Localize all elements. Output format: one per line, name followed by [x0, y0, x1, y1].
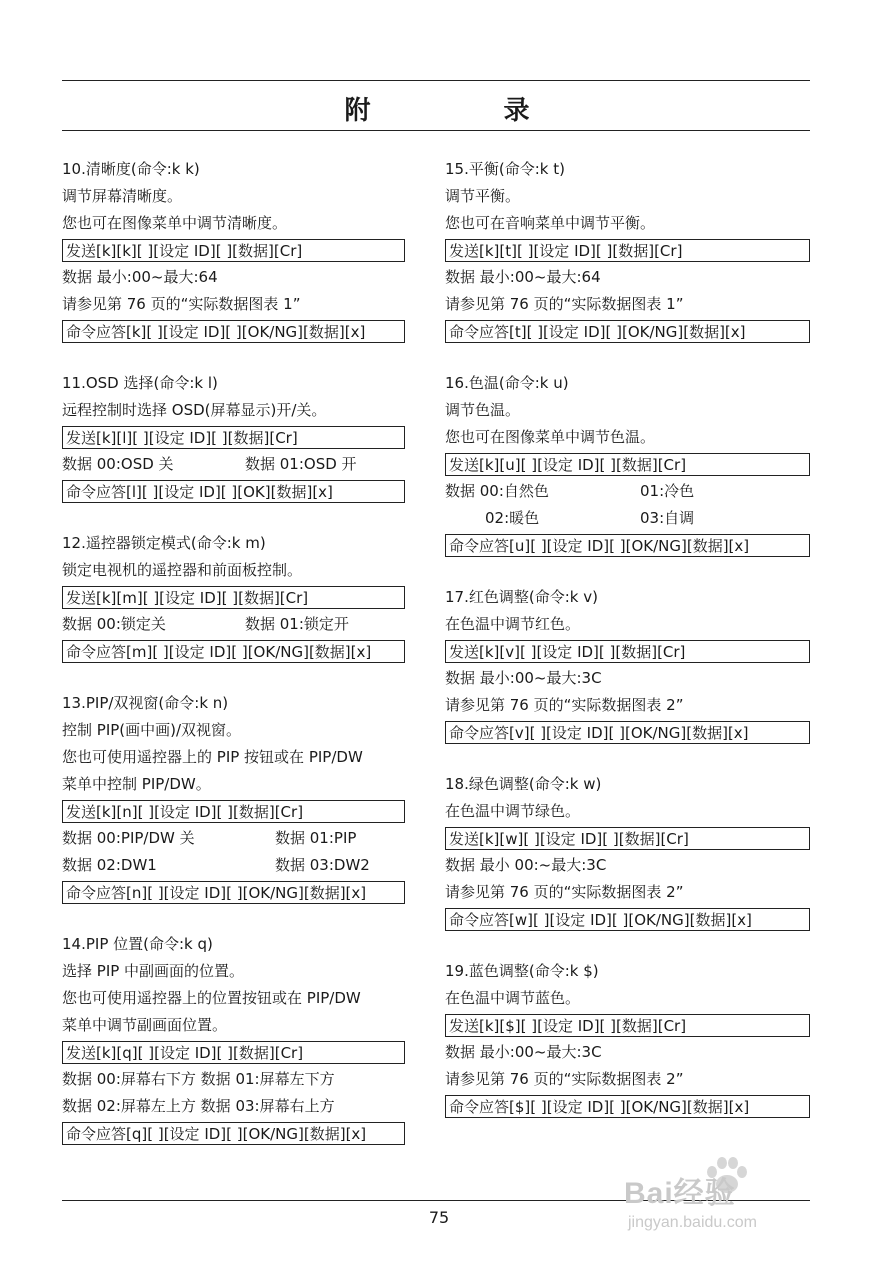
left-column [62, 156, 412, 1147]
data-row [445, 505, 811, 532]
data-line: 数据 最小:00~最大:3C [445, 669, 602, 687]
send-command-box: 发送[k][k][ ][设定 ID][ ][数据][Cr] [62, 239, 405, 262]
section-heading: 18.绿色调整(命令:k w) [445, 775, 602, 793]
data-line: 请参见第 76 页的“实际数据图表 2” [445, 883, 684, 901]
section-text: 您也可在音响菜单中调节平衡。 [445, 214, 656, 232]
data-value: 03:自调 [640, 509, 695, 527]
reply-command-box: 命令应答[n][ ][设定 ID][ ][OK/NG][数据][x] [62, 881, 405, 904]
command-section [62, 690, 412, 931]
section-heading: 16.色温(命令:k u) [445, 374, 569, 392]
section-heading: 14.PIP 位置(命令:k q) [62, 935, 213, 953]
section-heading: 10.清晰度(命令:k k) [62, 160, 200, 178]
data-line: 请参见第 76 页的“实际数据图表 2” [445, 696, 684, 714]
data-value: 数据 02:DW1 [62, 856, 157, 874]
data-value: 数据 01:锁定开 [245, 615, 349, 633]
command-section [445, 584, 811, 771]
data-line: 请参见第 76 页的“实际数据图表 1” [445, 295, 684, 313]
section-gap [445, 559, 811, 584]
section-text: 在色温中调节红色。 [445, 615, 581, 633]
command-section [62, 931, 412, 1145]
data-line: 数据 最小:00~最大:64 [445, 268, 601, 286]
section-heading: 11.OSD 选择(命令:k l) [62, 374, 218, 392]
reply-command-box: 命令应答[u][ ][设定 ID][ ][OK/NG][数据][x] [445, 534, 810, 557]
section-text: 您也可使用遥控器上的位置按钮或在 PIP/DW [62, 989, 361, 1007]
command-section [445, 958, 811, 1118]
section-text: 调节色温。 [445, 401, 521, 419]
data-line: 请参见第 76 页的“实际数据图表 2” [445, 1070, 684, 1088]
reply-command-box: 命令应答[t][ ][设定 ID][ ][OK/NG][数据][x] [445, 320, 810, 343]
send-command-box: 发送[k][l][ ][设定 ID][ ][数据][Cr] [62, 426, 405, 449]
section-text: 菜单中调节副画面位置。 [62, 1016, 228, 1034]
section-text: 您也可在图像菜单中调节色温。 [445, 428, 656, 446]
section-text: 锁定电视机的遥控器和前面板控制。 [62, 561, 303, 579]
section-text: 选择 PIP 中副画面的位置。 [62, 962, 245, 980]
section-heading: 19.蓝色调整(命令:k $) [445, 962, 599, 980]
section-gap [62, 906, 412, 931]
data-line: 数据 最小 00:~最大:3C [445, 856, 607, 874]
top-rule [62, 80, 810, 81]
data-line: 请参见第 76 页的“实际数据图表 1” [62, 295, 301, 313]
reply-command-box: 命令应答[$][ ][设定 ID][ ][OK/NG][数据][x] [445, 1095, 810, 1118]
page-number: 75 [428, 1208, 450, 1227]
data-line: 数据 02:屏幕左上方 数据 03:屏幕右上方 [62, 1097, 335, 1115]
command-section [445, 156, 811, 370]
reply-command-box: 命令应答[m][ ][设定 ID][ ][OK/NG][数据][x] [62, 640, 405, 663]
section-heading: 12.遥控器锁定模式(命令:k m) [62, 534, 266, 552]
send-command-box: 发送[k][n][ ][设定 ID][ ][数据][Cr] [62, 800, 405, 823]
reply-command-box: 命令应答[v][ ][设定 ID][ ][OK/NG][数据][x] [445, 721, 810, 744]
baidu-watermark [622, 1150, 832, 1250]
command-section [62, 530, 412, 690]
reply-command-box: 命令应答[w][ ][设定 ID][ ][OK/NG][数据][x] [445, 908, 810, 931]
data-row [62, 852, 412, 879]
right-column [445, 156, 811, 1120]
send-command-box: 发送[k][q][ ][设定 ID][ ][数据][Cr] [62, 1041, 405, 1064]
reply-command-box: 命令应答[k][ ][设定 ID][ ][OK/NG][数据][x] [62, 320, 405, 343]
page-title: 附 录 [344, 96, 592, 126]
command-section [445, 771, 811, 958]
data-value: 数据 01:OSD 开 [245, 455, 357, 473]
send-command-box: 发送[k][t][ ][设定 ID][ ][数据][Cr] [445, 239, 810, 262]
data-value: 02:暖色 [485, 509, 540, 527]
section-gap [445, 345, 811, 370]
data-row [62, 451, 412, 478]
section-gap [62, 345, 412, 370]
section-text: 控制 PIP(画中画)/双视窗。 [62, 721, 242, 739]
data-value: 数据 00:PIP/DW 关 [62, 829, 195, 847]
data-value: 数据 00:OSD 关 [62, 455, 174, 473]
reply-command-box: 命令应答[l][ ][设定 ID][ ][OK][数据][x] [62, 480, 405, 503]
section-text: 在色温中调节绿色。 [445, 802, 581, 820]
section-heading: 17.红色调整(命令:k v) [445, 588, 598, 606]
watermark-logo: Bai经验 [624, 1177, 736, 1210]
section-text: 您也可使用遥控器上的 PIP 按钮或在 PIP/DW [62, 748, 363, 766]
data-line: 数据 最小:00~最大:3C [445, 1043, 602, 1061]
data-value: 数据 01:PIP [275, 829, 357, 847]
data-line: 数据 最小:00~最大:64 [62, 268, 218, 286]
section-text: 调节屏幕清晰度。 [62, 187, 183, 205]
title-underline [62, 130, 810, 131]
watermark-url: jingyan.baidu.com [628, 1214, 757, 1231]
section-heading: 13.PIP/双视窗(命令:k n) [62, 694, 229, 712]
section-text: 菜单中控制 PIP/DW。 [62, 775, 211, 793]
section-gap [62, 505, 412, 530]
section-text: 调节平衡。 [445, 187, 521, 205]
send-command-box: 发送[k][u][ ][设定 ID][ ][数据][Cr] [445, 453, 810, 476]
section-gap [445, 933, 811, 958]
data-value: 数据 00:锁定关 [62, 615, 166, 633]
section-heading: 15.平衡(命令:k t) [445, 160, 565, 178]
data-line: 数据 00:屏幕右下方 数据 01:屏幕左下方 [62, 1070, 335, 1088]
send-command-box: 发送[k][v][ ][设定 ID][ ][数据][Cr] [445, 640, 810, 663]
command-section [62, 370, 412, 530]
section-gap [62, 665, 412, 690]
section-text: 在色温中调节蓝色。 [445, 989, 581, 1007]
command-section [445, 370, 811, 584]
section-text: 远程控制时选择 OSD(屏幕显示)开/关。 [62, 401, 327, 419]
section-gap [445, 746, 811, 771]
data-value: 数据 03:DW2 [275, 856, 370, 874]
data-value: 数据 00:自然色 [445, 482, 549, 500]
send-command-box: 发送[k][$][ ][设定 ID][ ][数据][Cr] [445, 1014, 810, 1037]
section-text: 您也可在图像菜单中调节清晰度。 [62, 214, 288, 232]
data-row [62, 611, 412, 638]
data-row [445, 478, 811, 505]
data-row [62, 825, 412, 852]
reply-command-box: 命令应答[q][ ][设定 ID][ ][OK/NG][数据][x] [62, 1122, 405, 1145]
command-section [62, 156, 412, 370]
send-command-box: 发送[k][w][ ][设定 ID][ ][数据][Cr] [445, 827, 810, 850]
send-command-box: 发送[k][m][ ][设定 ID][ ][数据][Cr] [62, 586, 405, 609]
data-value: 01:冷色 [640, 482, 695, 500]
